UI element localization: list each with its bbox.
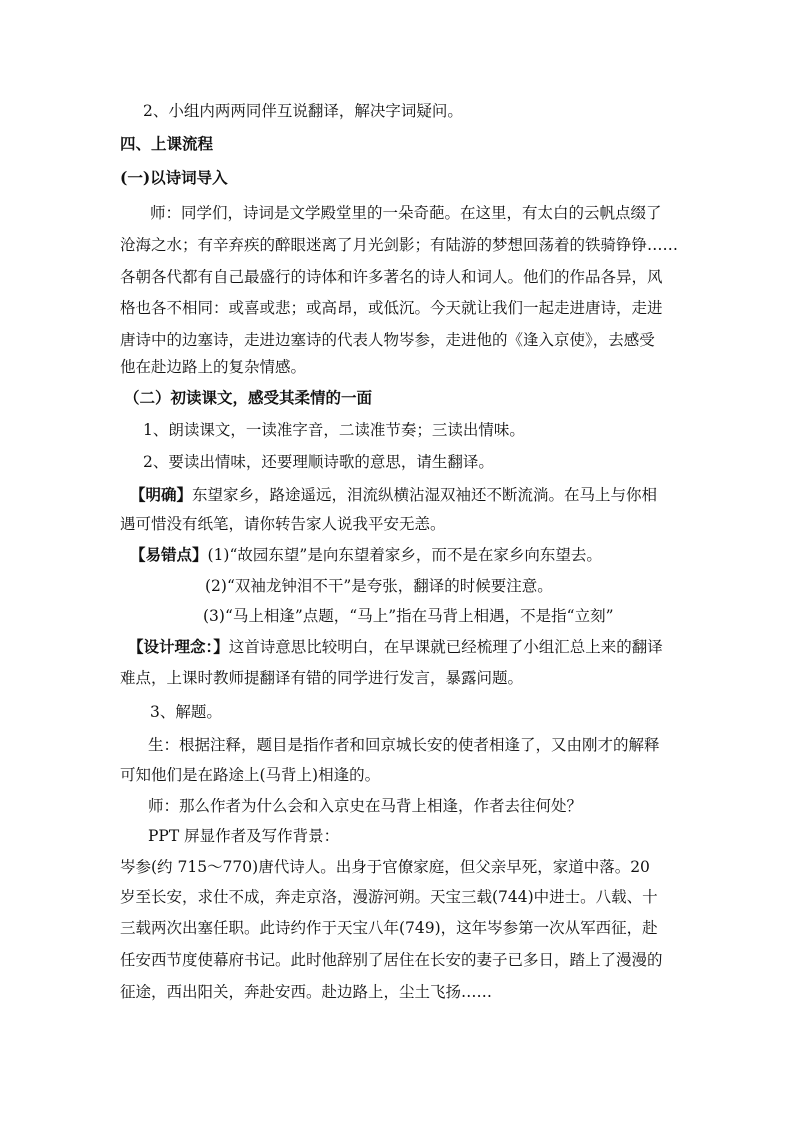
paragraph-line: 岑参(约 715～770)唐代诗人。出身于官僚家庭，但父亲早死，家道中落。20 — [120, 858, 650, 876]
paragraph-line: 三载两次出塞任职。此诗约作于天宝八年(749)，这年岑参第一次从军西征，赴 — [120, 919, 658, 937]
section-heading-class-process: 四、上课流程 — [120, 134, 214, 153]
paragraph-line: 他在赴边路上的复杂情感。 — [120, 358, 307, 376]
error-point-2: (2)“双袖龙钟泪不干”是夸张，翻译的时候要注意。 — [205, 577, 553, 595]
text-line: 1、朗读课文，一读准字音，二读准节奏；三读出情味。 — [143, 421, 525, 439]
error-points-tag: 【易错点】 — [130, 545, 208, 564]
paragraph-line: 格也各不相同：或喜或悲；或高昂，或低沉。今天就让我们一起走进唐诗，走进 — [120, 299, 663, 317]
paragraph-line: 生：根据注释，题目是指作者和回京城长安的使者相逢了，又由刚才的解释 — [148, 736, 660, 754]
paragraph-line: 遇可惜没有纸笔，请你转告家人说我平安无恙。 — [120, 515, 446, 533]
paragraph-line: 可知他们是在路途上(马背上)相逢的。 — [120, 766, 381, 784]
subheading-poetry-intro: (一)以诗词导入 — [120, 168, 228, 187]
clarification-tag: 【明确】 — [130, 485, 193, 504]
text-line-prep-step-2: 2、小组内两两同伴互说翻译，解决字词疑问。 — [143, 102, 463, 120]
paragraph-line: 征途，西出阳关，奔赴安西。赴边路上，尘土飞扬…… — [120, 983, 493, 1001]
text-line-teacher-question: 师：那么作者为什么会和入京史在马背上相逢，作者去往何处？ — [148, 797, 583, 815]
subheading-first-reading: （二）初读课文，感受其柔情的一面 — [124, 388, 373, 407]
text-line-error-points — [130, 545, 602, 565]
text-line-design-concept — [128, 637, 663, 657]
design-concept-tag: 【设计理念：】 — [128, 637, 229, 656]
text-line-title-analysis: 3、解题。 — [150, 703, 222, 721]
paragraph-line: 难点，上课时教师提翻译有错的同学进行发言，暴露问题。 — [120, 669, 524, 687]
text-line-ppt: PPT 屏显作者及写作背景： — [148, 827, 340, 845]
paragraph-line: 各朝各代都有自己最盛行的诗体和许多著名的诗人和词人。他们的作品各异，风 — [120, 268, 663, 286]
design-concept-text: 这首诗意思比较明白，在早课就已经梳理了小组汇总上来的翻译 — [228, 638, 663, 656]
error-point-3: (3)“马上相逢”点题，“马上”指在马背上相遇，不是指“立刻” — [203, 607, 614, 625]
paragraph-line: 沧海之水；有辛弃疾的醉眼迷离了月光剑影；有陆游的梦想回荡着的铁骑铮铮…… — [120, 236, 679, 254]
paragraph-line: 师：同学们，诗词是文学殿堂里的一朵奇葩。在这里，有太白的云帆点缀了 — [150, 204, 662, 222]
paragraph-line: 唐诗中的边塞诗，走进边塞诗的代表人物岑参，走进他的《逢入京使》，去感受 — [120, 331, 655, 349]
error-point-1: (1)“故园东望”是向东望着家乡，而不是在家乡向东望去。 — [207, 546, 602, 564]
text-line: 2、要读出情味，还要理顺诗歌的意思，请生翻译。 — [143, 453, 494, 471]
clarification-text: 东望家乡，路途遥远，泪流纵横沾湿双袖还不断流淌。在马上与你相 — [192, 486, 658, 504]
paragraph-line: 岁至长安，求仕不成，奔走京洛，漫游河朔。天宝三载(744)中进士。八载、十 — [120, 888, 658, 906]
paragraph-line: 任安西节度使幕府书记。此时他辞别了居住在长安的妻子已多日，踏上了漫漫的 — [120, 951, 663, 969]
text-line-clarification — [130, 485, 657, 505]
